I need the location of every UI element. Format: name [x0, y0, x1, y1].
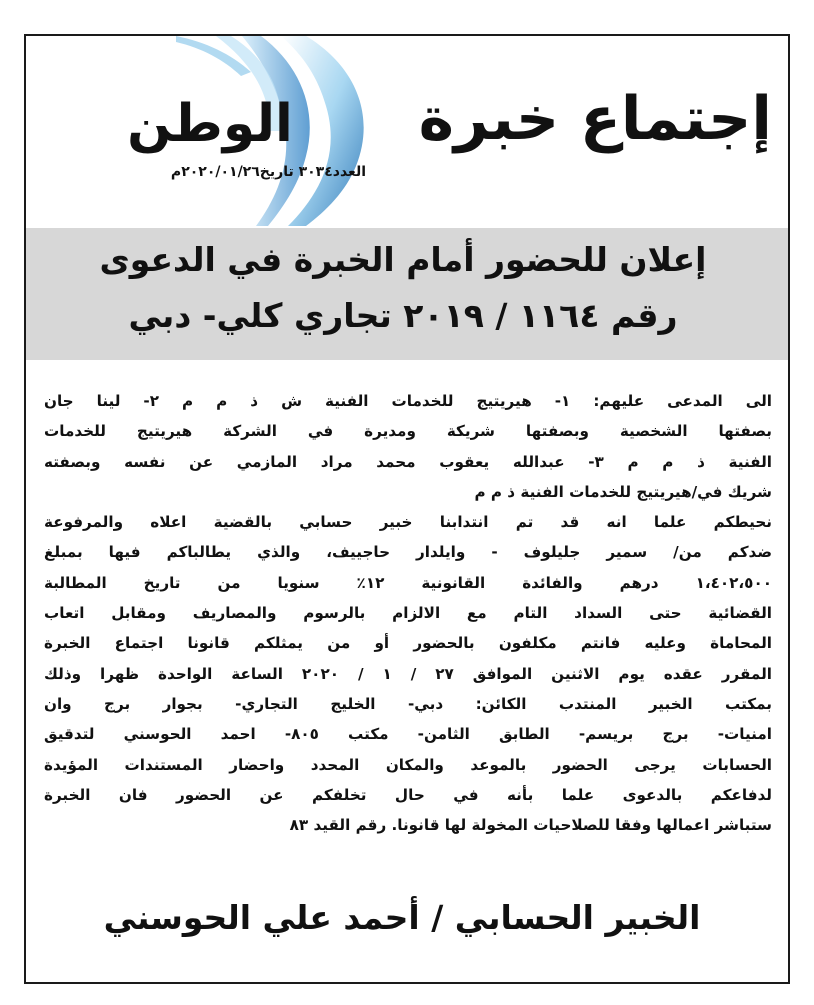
body-line: ١،٤٠٢،٥٠٠ درهم والفائدة القانونية ١٢٪ سنويا من تاريخ المطالبة: [44, 573, 772, 592]
body-line: الحسابات يرجى الحضور بالموعد والمكان المحدد واحضار المستندات المؤيدة: [44, 755, 772, 774]
body-line: المقرر عقده يوم الاثنين الموافق ٢٧ / ١ / ٢٠٢٠ الساعة الواحدة ظهرا وذلك: [44, 664, 772, 683]
subhead-line-1: إعلان للحضور أمام الخبرة في الدعوى: [99, 240, 707, 279]
announcement-frame: [24, 34, 790, 984]
body-line: الى المدعى عليهم: ١- هيريتيج للخدمات الفنية ش ذ م م ٢- لينا جان: [44, 392, 772, 410]
subhead-line-2: رقم ١١٦٤ / ٢٠١٩ تجاري كلي- دبي: [128, 296, 678, 335]
body-line: ضدكم من/ سمير جليلوف - وايلدار حاجييف، والذي يطالباكم فيها بمبلغ: [44, 543, 772, 562]
notice-body: [44, 386, 772, 840]
body-line: الفنية ذ م م ٣- عبدالله يعقوب محمد مراد المازمي عن نفسه وبصفته: [44, 452, 772, 471]
issue-date: العدد٣٠٣٤ تاريخ٢٠٢٠/٠١/٢٦م: [170, 164, 366, 180]
body-line: القضائية حتى السداد التام مع الالزام بالرسوم والمصاريف ومقابل اتعاب: [44, 604, 772, 623]
page-title: إجتماع خبرة: [418, 84, 772, 154]
expert-signature: الخبير الحسابي / أحمد علي الحوسني: [103, 898, 701, 937]
body-line: بمكتب الخبير المنتدب الكائن: دبي- الخليج التجاري- بجوار برج وان: [44, 694, 772, 713]
header: [26, 36, 788, 228]
body-line: لدفاعكم بالدعوى علما بأنه في حال تخلفكم عن الحضور فان الخبرة: [44, 785, 772, 804]
body-line: ستباشر اعمالها وفقا للصلاحيات المخولة لها قانونا. رقم القيد ٨٣: [289, 816, 772, 835]
newspaper-logo: [56, 36, 386, 226]
body-line: شريك في/هيريتيج للخدمات الفنية ذ م م: [474, 482, 772, 501]
case-subhead-band: [26, 228, 788, 360]
body-line: بصفتها الشخصية وبصفتها شريكة ومديرة في الشركة هيريتيج للخدمات: [44, 422, 772, 441]
body-line: المحاماة وعليه فانتم مكلفون بالحضور أو من يمثلكم قانونا اجتماع الخبرة: [44, 634, 772, 653]
body-line: نحيطكم علما انه قد تم انتدابنا خبير حسابي بالقضية اعلاه والمرفوعة: [44, 513, 772, 532]
newspaper-name: الوطن: [127, 94, 293, 154]
body-line: امنيات- برج بريسم- الطابق الثامن- مكتب ٨٠٥- احمد الحوسني لتدقيق: [44, 725, 772, 744]
